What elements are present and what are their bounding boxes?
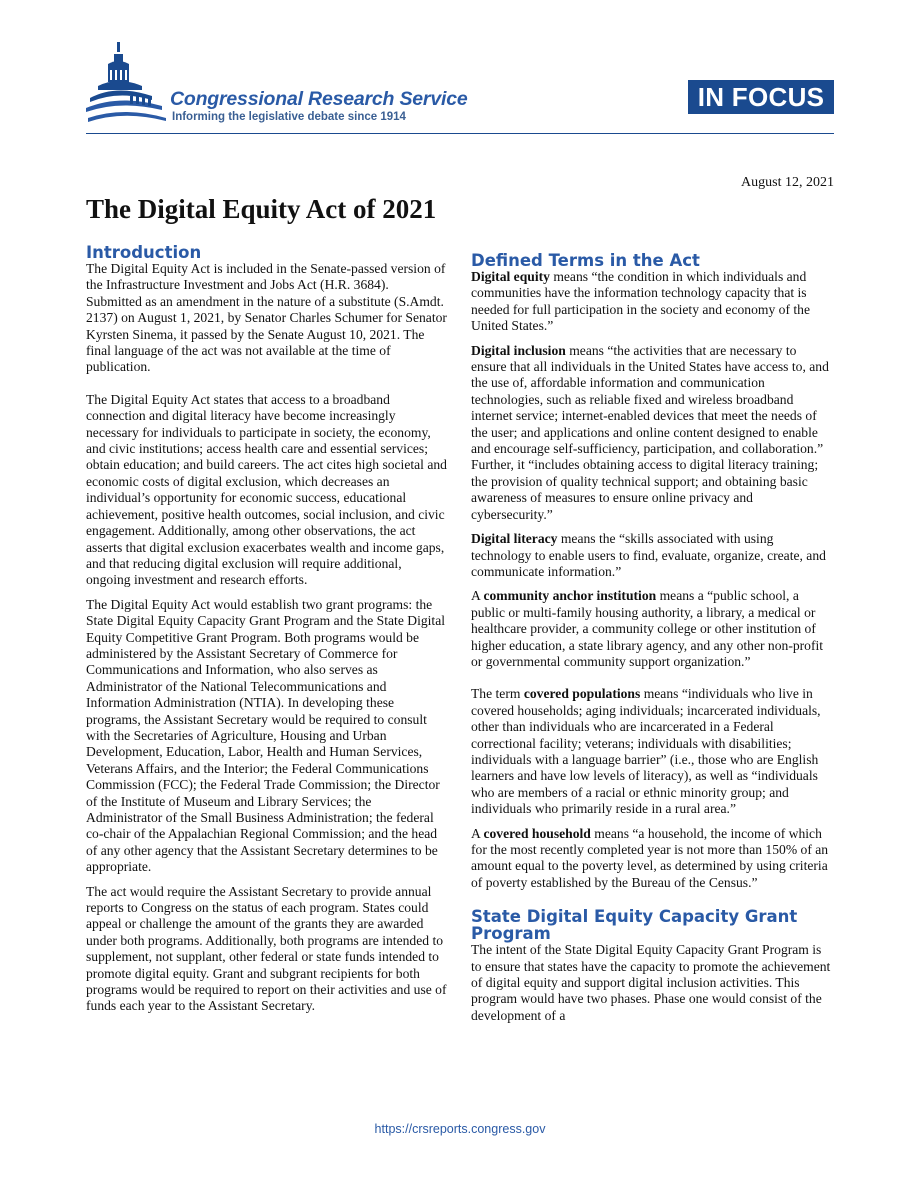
capacity-paragraph-1: The intent of the State Digital Equity Capacity Grant Program is to ensure that states have the capacity to promote the achievement of digital equity and support digital inclusion activities. This program would have two phases. Phase one would consist of the development of a <box>471 942 831 1023</box>
publication-date: August 12, 2021 <box>741 175 834 190</box>
definition-text: means “the condition in which individuals and communities have the information technology capacity that is needed for full participation in the society and economy of the United States.” <box>471 269 810 334</box>
definition-text: means “individuals who live in covered households; aging individuals; incarcerated individuals, other than individuals who are incarcerated in a Federal correctional facility; veterans; individuals with disabilities; individuals with a language barrier” (i.e., those who are English learners and have low levels of literacy), as well as “individuals who are members of a racial or ethnic minority group; and individuals who primarily reside in a rural area.” <box>471 686 821 817</box>
in-focus-badge: IN FOCUS <box>688 80 834 114</box>
definition-digital-inclusion <box>471 343 835 523</box>
definition-prefix: A <box>471 825 484 841</box>
org-name: Congressional Research Service <box>170 88 468 110</box>
definition-community-anchor-institution <box>471 588 835 670</box>
definition-text: means “the activities that are necessary to ensure that all individuals in the United States have access to, and the use of, affordable information and communication technologies, such as reliable fixed and wireless broadband internet service; internet-enabled devices that meet the needs of the user; and applications and online content designed to enable and encourage self-sufficiency, participation, and collaboration.” Further, it “includes obtaining access to digital literacy training; the provision of quality technical support; and obtaining basic awareness of measures to ensure online privacy and cybersecurity.” <box>471 342 829 522</box>
section-heading-defined-terms: Defined Terms in the Act <box>471 251 700 270</box>
intro-paragraph-2: The Digital Equity Act states that access to a broadband connection and digital literacy have become increasingly necessary for individuals to participate in society, the economy, and civic institutions; access health care and essential services; obtain education; and build careers. The act cites high societal and economic costs of digital exclusion, which decreases an individual’s opportunity for economic success, educational achievement, positive health outcomes, social inclusion, and civic engagement. Additionally, among other observations, the act asserts that digital exclusion exacerbates wealth and income gaps, and that reducing digital exclusion will require additional, ongoing investment and research efforts. <box>86 391 447 588</box>
intro-paragraph-4: The act would require the Assistant Secretary to provide annual reports to Congress on the status of each program. States could appeal or challenge the amount of the grants they are awarded under both programs. Additionally, both programs are intended to supplement, not supplant, other federal or state funds intended to promote digital equity. Grant and subgrant recipients for both programs would be required to report on their activities and use of funds each year to the Assistant Secretary. <box>86 883 447 1014</box>
term: community anchor institution <box>483 588 657 604</box>
term: covered populations <box>523 686 641 702</box>
capitol-dome-logo-icon <box>86 40 170 132</box>
footer-url-link[interactable]: https://crsreports.congress.gov <box>374 1122 546 1136</box>
term: Digital literacy <box>471 531 558 547</box>
definition-covered-household <box>471 826 835 892</box>
definition-prefix: A <box>471 588 484 604</box>
page-title: The Digital Equity Act of 2021 <box>86 194 437 224</box>
term: Digital inclusion <box>471 342 566 358</box>
term: covered household <box>483 825 591 841</box>
definition-prefix: The term <box>471 686 524 702</box>
right-column <box>471 252 835 1032</box>
term: Digital equity <box>471 269 550 284</box>
definition-text: means “a household, the income of which for the most recently completed year is not more than 150% of an amount equal to the poverty level, as determined by using criteria of poverty established by the Bureau of the Census.” <box>471 825 829 890</box>
intro-paragraph-1: The Digital Equity Act is included in the Senate-passed version of the Infrastructure Investment and Jobs Act (H.R. 3684). Submitted as an amendment in the nature of a substitute (S.Amdt. 2137) on August 1, 2021, by Senator Charles Schumer for Senator Kyrsten Sinema, it passed by the Senate August 10, 2021. The final language of the act was not available at the time of publication. <box>86 261 447 375</box>
left-column <box>86 244 448 1023</box>
definition-digital-literacy <box>471 531 835 580</box>
definition-text: means a “public school, a public or multi-family housing authority, a library, a medical or healthcare provider, a community college or other institution of higher education, a state library agency, and any other non-profit or governmental community support organization.” <box>471 588 824 669</box>
definition-digital-equity <box>471 269 835 335</box>
section-heading-capacity-grant: State Digital Equity Capacity Grant Program <box>471 907 798 944</box>
header-divider <box>86 133 834 134</box>
org-tagline: Informing the legislative debate since 1914 <box>172 111 406 123</box>
definition-text: means the “skills associated with using technology to enable users to find, evaluate, organize, create, and communicate information.” <box>471 531 826 579</box>
section-heading-introduction: Introduction <box>86 243 202 262</box>
intro-paragraph-3: The Digital Equity Act would establish two grant programs: the State Digital Equity Capacity Grant Program and the State Digital Equity Competitive Grant Program. Both programs would be administered by the Assistant Secretary of Commerce for Communications and Information, who also serves as Administrator of the National Telecommunications and Information Administration (NTIA). In developing these programs, the Assistant Secretary would be required to consult with the Secretaries of Agriculture, Housing and Urban Development, Education, Labor, Health and Human Services, Veterans Affairs, and the Interior; the Federal Communications Commission (FCC); the Federal Trade Commission; the Director of the Institute of Museum and Library Services; the Administrator of the Small Business Administration; the federal co-chair of the Appalachian Regional Commission; and the head of any other agency that the Assistant Secretary determines to be appropriate. <box>86 596 446 875</box>
definition-covered-populations <box>471 686 835 817</box>
